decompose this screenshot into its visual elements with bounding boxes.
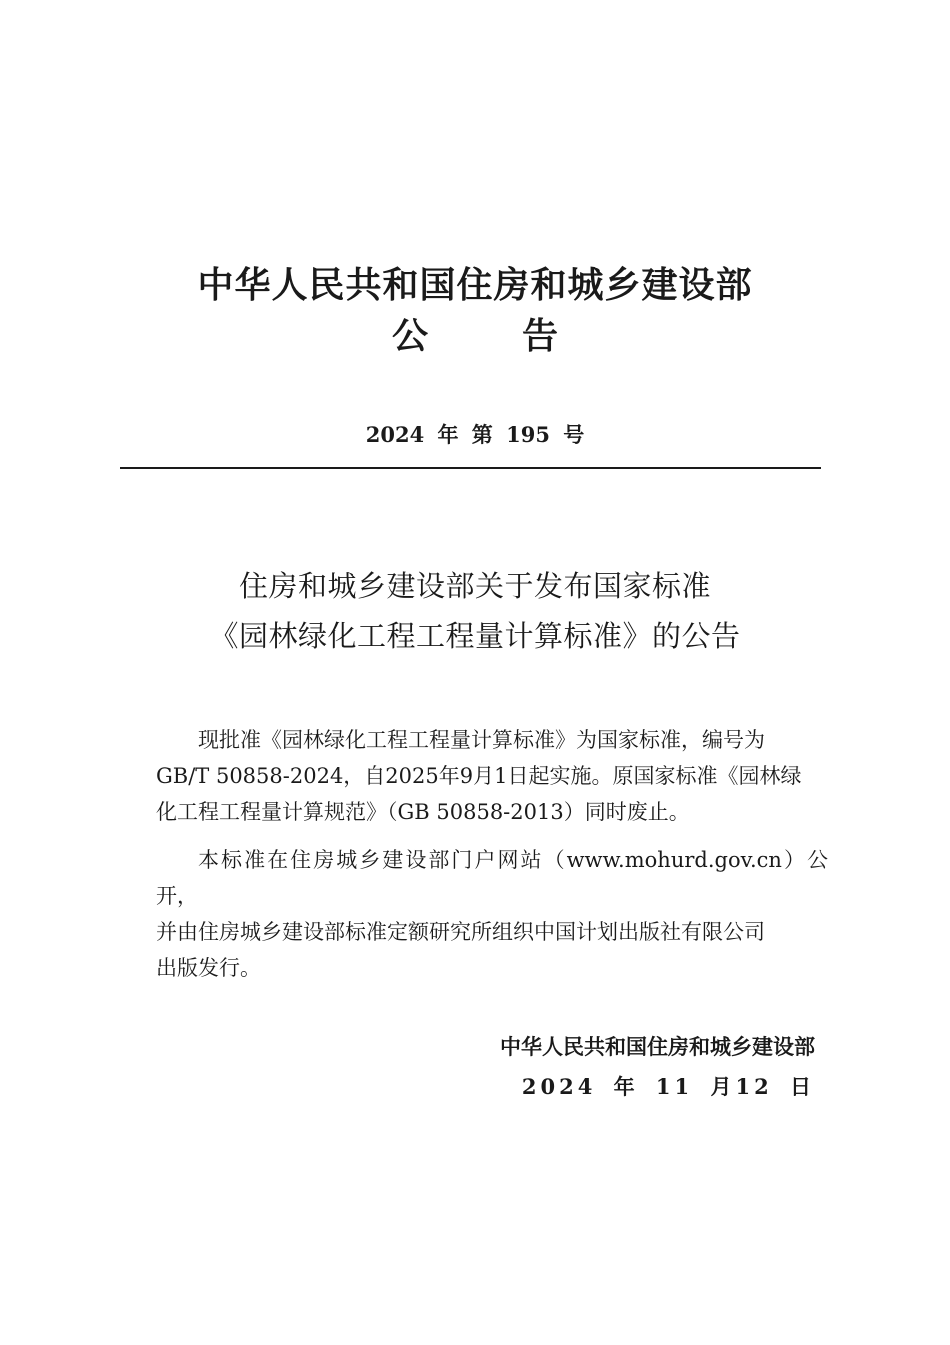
signature-date: 2024 年 11 月12 日 [521, 1074, 815, 1099]
paragraph-publication [156, 842, 828, 986]
issue-number: 2024 年 第 195 号 [365, 422, 585, 447]
ministry-heading: 中华人民共和国住房和城乡建设部 [197, 265, 753, 306]
paragraph-line: 化工程工程量计算规范》（GB 50858-2013）同时废止。 [156, 800, 690, 824]
paragraph-approval [156, 722, 828, 830]
paragraph-line: 并由住房城乡建设部标准定额研究所组织中国计划出版社有限公司 [156, 920, 765, 944]
header-divider [120, 467, 821, 469]
document-title-line-1: 住房和城乡建设部关于发布国家标准 [238, 569, 711, 603]
paragraph-line: 出版发行。 [156, 956, 261, 980]
paragraph-line: 现批准《园林绿化工程工程量计算标准》为国家标准，编号为 [198, 728, 765, 752]
paragraph-line: GB/T 50858-2024，自2025年9月1日起实施。原国家标准《园林绿 [156, 764, 802, 788]
signature-organization: 中华人民共和国住房和城乡建设部 [500, 1035, 815, 1059]
paragraph-line: 本标准在住房城乡建设部门户网站（www.mohurd.gov.cn）公开， [156, 848, 828, 908]
notice-heading: 公告 [391, 316, 652, 357]
document-title-line-2: 《园林绿化工程工程量计算标准》的公告 [209, 619, 741, 653]
